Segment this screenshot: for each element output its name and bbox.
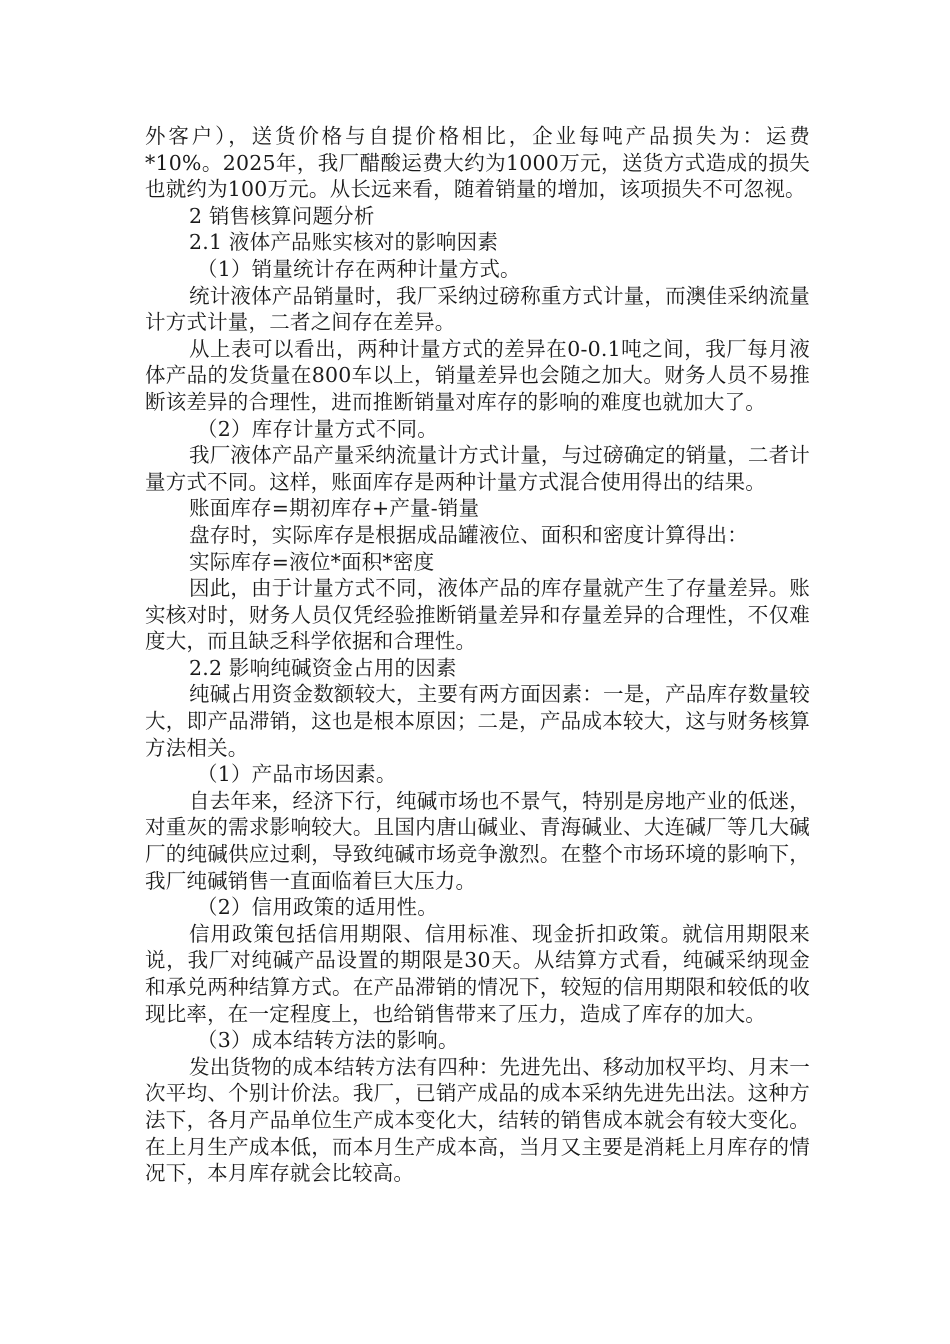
paragraph-credit-policy: 信用政策包括信用期限、信用标准、现金折扣政策。就信用期限来说，我厂对纯碱产品设置的期限是30天。从结算方式看，纯碱采纳现金和承兑两种结算方式。在产品滞销的情况下，较短的信用期限和较低的收现比率，在一定程度上，也给销售带来了压力，造成了库存的加大。 [145, 921, 810, 1026]
item-heading-cost-method: （3）成本结转方法的影响。 [197, 1028, 459, 1053]
item-heading-inventory-measurement: （2）库存计量方式不同。 [197, 416, 438, 441]
paragraph-soda-funds: 纯碱占用资金数额较大，主要有两方面因素：一是，产品库存数量较大，即产品滞销，这也是根本原因；二是，产品成本较大，这与财务核算方法相关。 [145, 682, 810, 760]
paragraph-measurement-difference: 从上表可以看出，两种计量方式的差异在0-0.1吨之间，我厂每月液体产品的发货量在800车以上，销量差异也会随之加大。财务人员不易推断该差异的合理性，进而推断销量对库存的影响的难度也就加大了。 [145, 336, 810, 414]
paragraph-inventory-measurement: 我厂液体产品产量采纳流量计方式计量，与过磅确定的销量，二者计量方式不同。这样，账面库存是两种计量方式混合使用得出的结果。 [145, 443, 810, 494]
formula-actual-inventory: 实际库存=液位*面积*密度 [189, 549, 435, 574]
subsection-heading-2-2: 2.2 影响纯碱资金占用的因素 [189, 655, 457, 680]
paragraph-sales-statistics: 统计液体产品销量时，我厂采纳过磅称重方式计量，而澳佳采纳流量计方式计量，二者之间存在差异。 [145, 283, 810, 335]
subsection-heading-2-1: 2.1 液体产品账实核对的影响因素 [189, 230, 499, 255]
item-heading-market-factor: （1）产品市场因素。 [197, 762, 397, 787]
section-heading-2: 2 销售核算问题分析 [189, 203, 375, 228]
paragraph-cost-method: 发出货物的成本结转方法有四种：先进先出、移动加权平均、月末一次平均、个别计价法。我厂，已销产成品的成本采纳先进先出法。这种方法下，各月产品单位生产成本变化大，结转的销售成本就会有较大变化。在上月生产成本低，而本月生产成本高，当月又主要是消耗上月库存的情况下，本月库存就会比较高。 [145, 1054, 810, 1186]
document-body [145, 123, 810, 1187]
item-heading-sales-measurement: （1）销量统计存在两种计量方式。 [197, 256, 521, 281]
item-heading-credit-policy: （2）信用政策的适用性。 [197, 895, 438, 920]
paragraph-market-factor: 自去年来，经济下行，纯碱市场也不景气，特别是房地产业的低迷，对重灰的需求影响较大。且国内唐山碱业、青海碱业、大连碱厂等几大碱厂的纯碱供应过剩，导致纯碱市场竞争激烈。在整个市场环境的影响下，我厂纯碱销售一直面临着巨大压力。 [145, 788, 810, 893]
formula-book-inventory: 账面库存=期初库存+产量-销量 [189, 496, 480, 521]
paragraph-shipping-loss: 外客户），送货价格与自提价格相比，企业每吨产品损失为：运费*10%。2025年，我厂醋酸运费大约为1000万元，送货方式造成的损失也就约为100万元。从长远来看，随着销量的增加，该项损失不可忽视。 [145, 124, 810, 202]
paragraph-stocktaking: 盘存时，实际库存是根据成品罐液位、面积和密度计算得出： [189, 522, 748, 547]
paragraph-inventory-difference: 因此，由于计量方式不同，液体产品的库存量就产生了存量差异。账实核对时，财务人员仅凭经验推断销量差异和存量差异的合理性，不仅难度大，而且缺乏科学依据和合理性。 [145, 576, 810, 654]
